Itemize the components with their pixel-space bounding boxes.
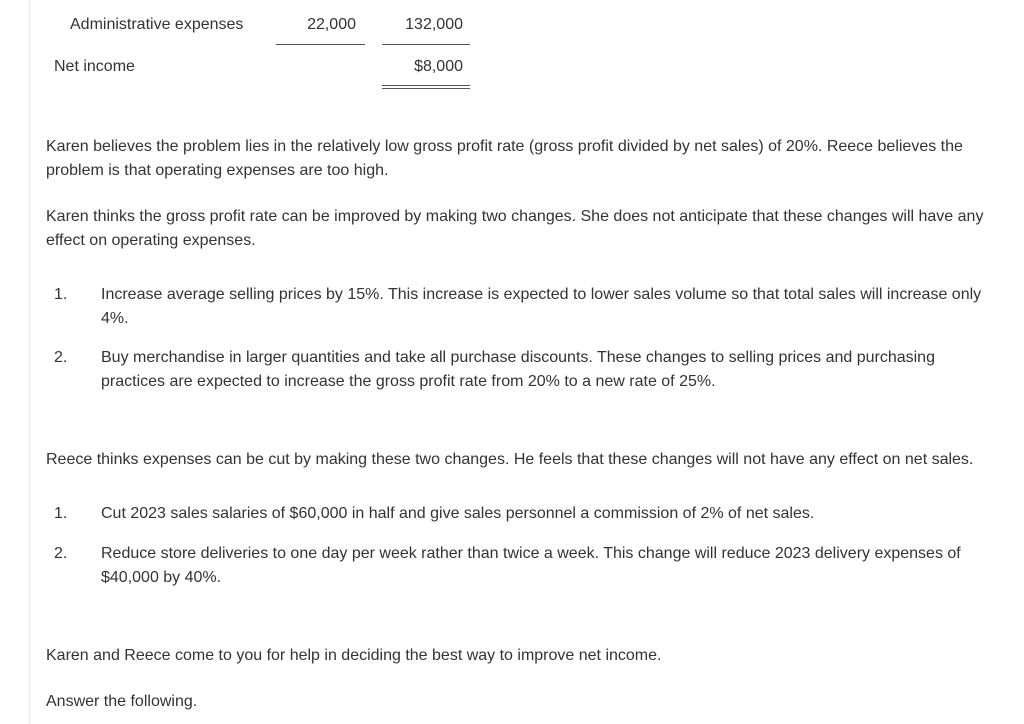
total-underline xyxy=(382,44,470,45)
subtotal-underline xyxy=(276,44,365,45)
net-income-amount: $8,000 xyxy=(414,58,463,75)
list-item-number: 2. xyxy=(54,349,68,366)
list-item-text: Reduce store deliveries to one day per week rather than twice a week. This change will reduce 2023 delivery expenses of $40,000 by 40%. xyxy=(101,545,961,586)
admin-expenses-label: Administrative expenses xyxy=(70,16,244,33)
net-income-double-underline-bottom xyxy=(382,88,470,89)
admin-expenses-amount: 22,000 xyxy=(307,16,356,33)
list-item-number: 2. xyxy=(54,545,68,562)
paragraph-reece-changes-intro: Reece thinks expenses can be cut by making these two changes. He feels that these changes will not have any effect on net sales. xyxy=(46,451,974,468)
paragraph-karen-reece-beliefs: Karen believes the problem lies in the relatively low gross profit rate (gross profit divided by net sales) of 20%. Reece believes the problem is that operating expenses are too high. xyxy=(46,138,963,179)
net-income-double-underline-top xyxy=(382,85,470,86)
list-item-number: 1. xyxy=(54,505,68,522)
net-income-label: Net income xyxy=(54,58,135,75)
paragraph-help-request: Karen and Reece come to you for help in deciding the best way to improve net income. xyxy=(46,647,662,664)
paragraph-karen-changes-intro: Karen thinks the gross profit rate can be improved by making two changes. She does not anticipate that these changes will have any effect on operating expenses. xyxy=(46,208,984,249)
paragraph-answer-prompt: Answer the following. xyxy=(46,693,198,710)
left-border-rule xyxy=(29,0,30,724)
list-item-text: Buy merchandise in larger quantities and take all purchase discounts. These changes to selling prices and purchasing practices are expected to increase the gross profit rate from 20% to a new rate of 25%. xyxy=(101,349,935,390)
list-item-number: 1. xyxy=(54,286,68,303)
list-item-text: Increase average selling prices by 15%. This increase is expected to lower sales volume so that total sales will increase only 4%. xyxy=(101,286,982,327)
list-item-text: Cut 2023 sales salaries of $60,000 in half and give sales personnel a commission of 2% of net sales. xyxy=(101,505,815,522)
total-expenses-amount: 132,000 xyxy=(405,16,463,33)
